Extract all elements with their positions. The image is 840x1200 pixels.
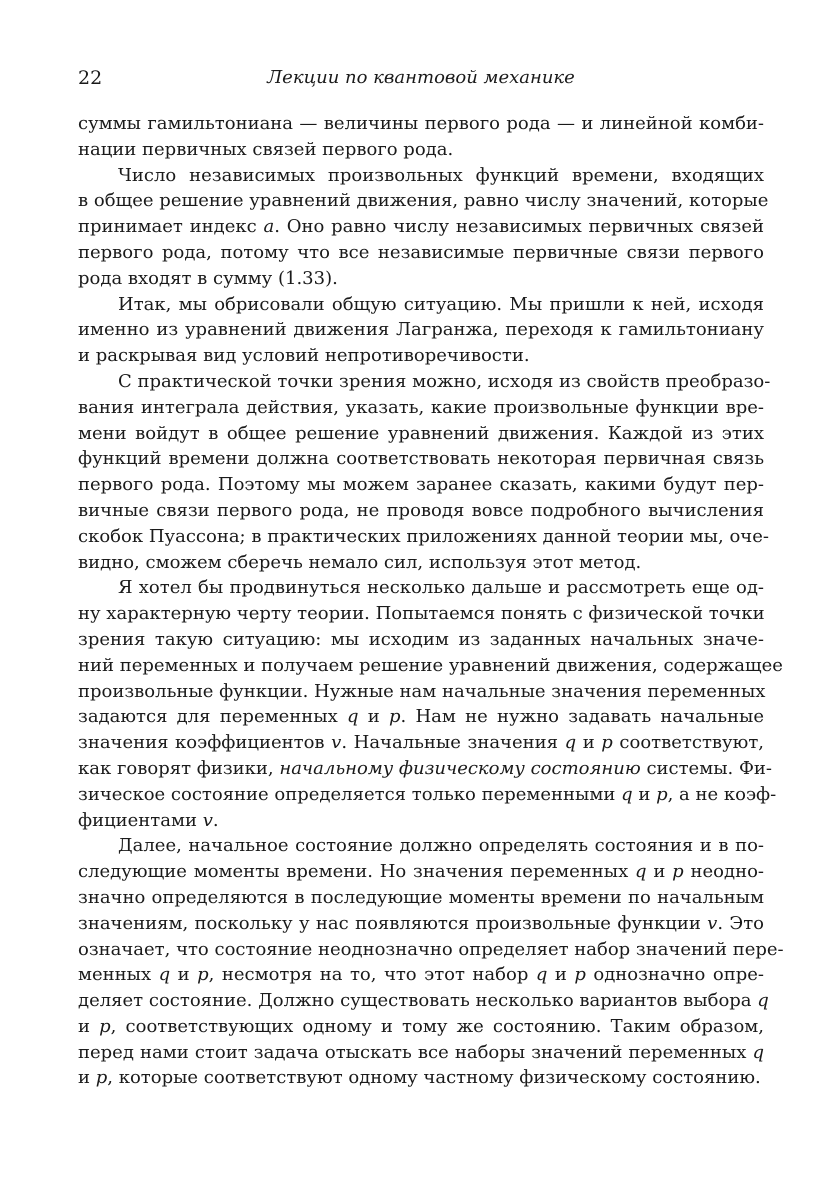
text-line: как говорят физики, начальному физическому состоянию системы. Фи-	[78, 757, 773, 779]
text-line: С практической точки зрения можно, исходя из свойств преобразо-	[118, 370, 771, 392]
math-variable: p	[601, 732, 613, 754]
text-line: в общее решение уравнений движения, равно числу значений, которые	[78, 190, 769, 212]
text-line: нации первичных связей первого рода.	[78, 138, 454, 160]
text-line: значения коэффициентов v. Начальные значения q и p соответствуют,	[78, 732, 764, 754]
text-line: следующие моменты времени. Но значения переменных q и p неодно-	[78, 861, 764, 883]
text-line: значениям, поскольку у нас появляются произвольные функции v. Это	[78, 912, 764, 934]
text-line: вичные связи первого рода, не проводя вовсе подробного вычисления	[78, 499, 764, 521]
text-line: ну характерную черту теории. Попытаемся понять с физической точки	[78, 603, 765, 625]
math-variable: q	[535, 964, 548, 986]
emphasized-term: начальному физическому состоянию	[279, 757, 641, 779]
math-variable: p	[656, 783, 668, 805]
math-variable: q	[635, 861, 647, 883]
text-line: и p, соответствующих одному и тому же состоянию. Таким образом,	[78, 1015, 764, 1037]
text-line: означает, что состояние неоднозначно определяет набор значений пере-	[78, 938, 784, 960]
page-header	[78, 64, 764, 92]
text-line: принимает индекс a. Оно равно числу независимых первичных связей	[78, 216, 764, 238]
text-line: Итак, мы обрисовали общую ситуацию. Мы пришли к ней, исходя	[118, 293, 764, 315]
main-text	[78, 111, 784, 1091]
text-line: скобок Пуассона; в практических приложениях данной теории мы, оче-	[78, 525, 769, 547]
running-title: Лекции по квантовой механике	[267, 67, 575, 88]
text-line: задаются для переменных q и p. Нам не нужно задавать начальные	[78, 706, 764, 728]
math-variable: q	[346, 706, 359, 728]
page-number: 22	[78, 67, 103, 89]
text-line: Я хотел бы продвинуться несколько дальше и рассмотреть еще од-	[118, 577, 764, 599]
text-line: рода входят в сумму (1.33).	[78, 267, 338, 289]
math-variable: p	[197, 964, 209, 986]
text-line: деляет состояние. Должно существовать несколько вариантов выбора q	[78, 990, 769, 1012]
text-line: именно из уравнений движения Лагранжа, переходя к гамильтониану	[78, 319, 764, 341]
math-variable: q	[621, 783, 633, 805]
math-variable: p	[388, 706, 401, 728]
math-variable: p	[574, 964, 586, 986]
text-line: мени войдут в общее решение уравнений движения. Каждой из этих	[78, 422, 764, 444]
math-variable: v	[202, 809, 213, 831]
text-line: ний переменных и получаем решение уравнений движения, содержащее	[78, 654, 783, 676]
text-line: зическое состояние определяется только переменными q и p, а не коэф-	[78, 783, 777, 805]
math-variable: q	[564, 732, 577, 754]
text-line: зрения такую ситуацию: мы исходим из заданных начальных значе-	[78, 628, 764, 650]
math-variable: v	[707, 912, 718, 934]
math-variable: q	[752, 1041, 764, 1063]
math-variable: p	[95, 1067, 108, 1089]
math-variable: p	[99, 1015, 111, 1037]
text-line: Число независимых произвольных функций времени, входящих	[118, 164, 764, 186]
math-variable: v	[331, 732, 342, 754]
math-variable: q	[757, 990, 769, 1012]
text-line: первого рода, потому что все независимые первичные связи первого	[78, 241, 764, 263]
text-line: первого рода. Поэтому мы можем заранее сказать, какими будут пер-	[78, 474, 764, 496]
math-variable: a	[263, 216, 275, 238]
text-line: произвольные функции. Нужные нам начальные значения переменных	[78, 680, 766, 702]
text-line: значно определяются в последующие моменты времени по начальным	[78, 886, 764, 908]
text-line: и p, которые соответствуют одному частному физическому состоянию.	[78, 1067, 761, 1089]
math-variable: q	[158, 964, 171, 986]
text-line: фициентами v.	[78, 809, 219, 831]
text-line: менных q и p, несмотря на то, что этот набор q и p однозначно опре-	[78, 964, 764, 986]
text-line: и раскрывая вид условий непротиворечивости.	[78, 345, 530, 367]
text-line: вания интеграла действия, указать, какие произвольные функции вре-	[78, 396, 764, 418]
text-line: суммы гамильтониана — величины первого рода — и линейной комби-	[78, 113, 764, 134]
text-line: видно, сможем сберечь немало сил, используя этот метод.	[78, 551, 642, 573]
text-line: функций времени должна соответствовать некоторая первичная связь	[78, 448, 764, 470]
math-variable: p	[672, 861, 684, 883]
text-line: Далее, начальное состояние должно определять состояния и в по-	[118, 835, 764, 857]
text-line: перед нами стоит задача отыскать все наборы значений переменных q	[78, 1041, 764, 1063]
